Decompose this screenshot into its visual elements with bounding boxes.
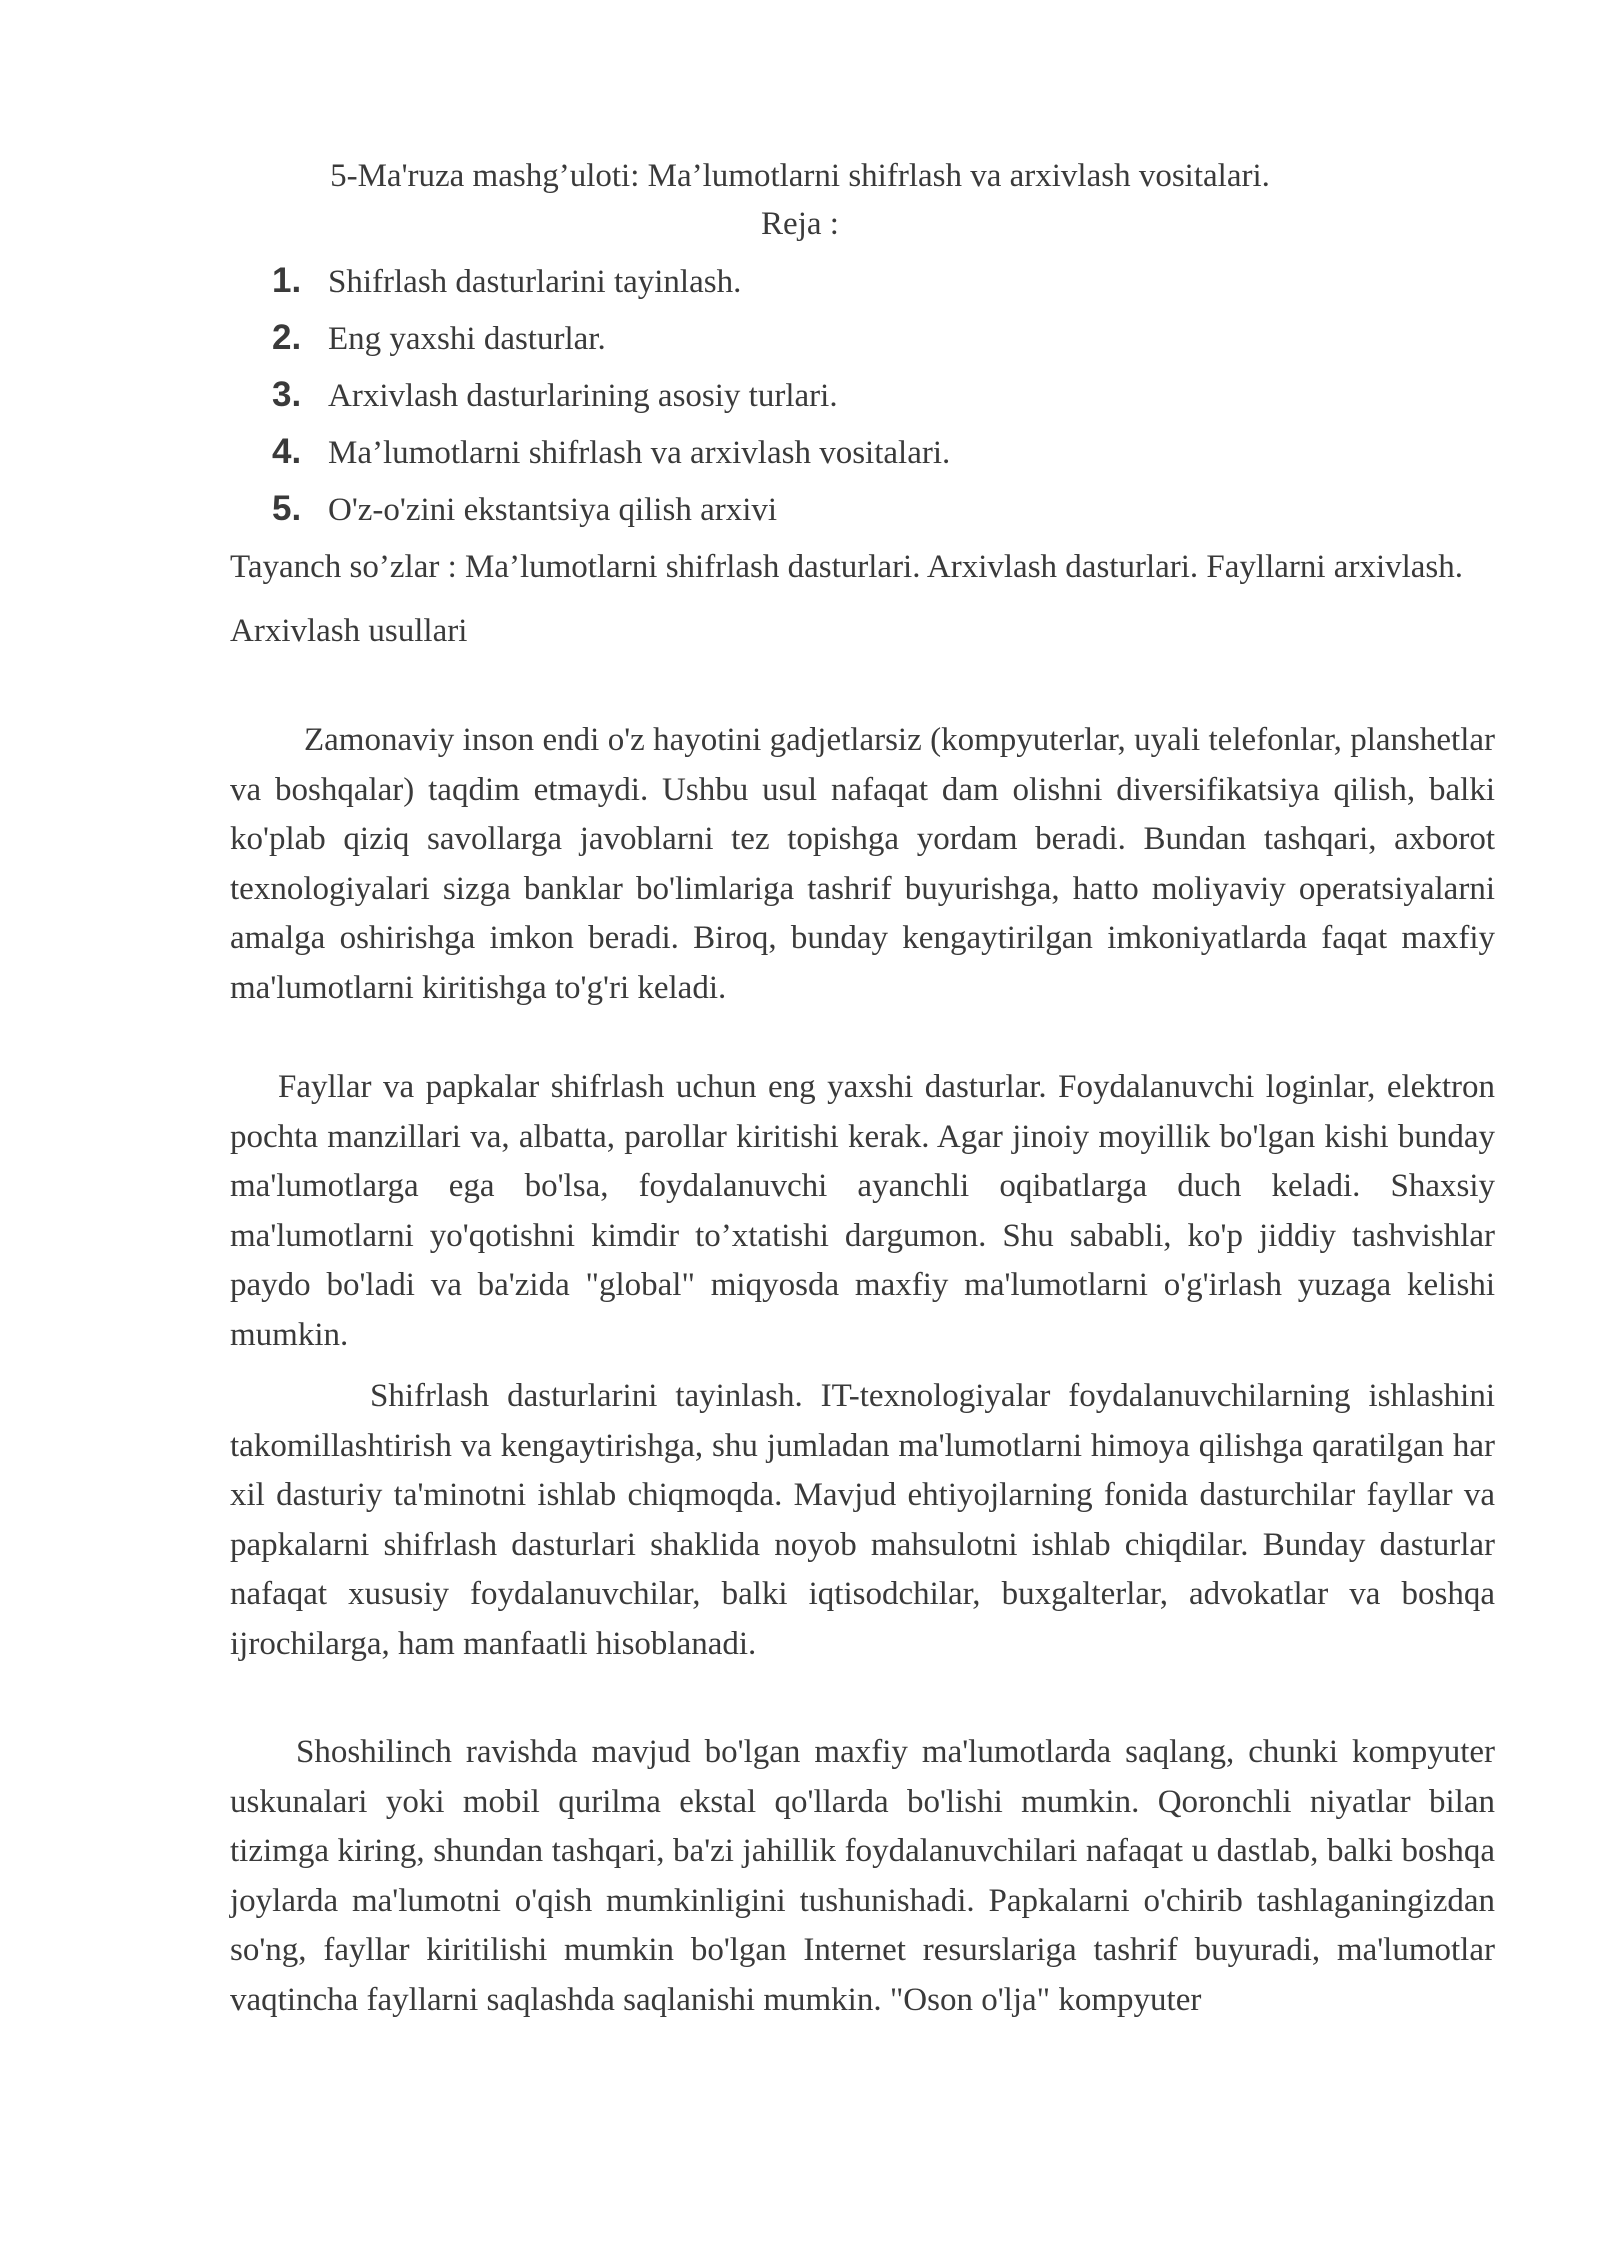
plan-item-text: Eng yaxshi dasturlar. (328, 321, 606, 357)
plan-item-number: 2. (272, 318, 302, 357)
plan-item-text: Shifrlash dasturlarini tayinlash. (328, 264, 742, 300)
plan-list (272, 252, 950, 537)
plan-item-number: 3. (272, 375, 302, 414)
plan-item-number: 4. (272, 432, 302, 471)
plan-item (272, 480, 950, 537)
paragraph: Zamonaviy inson endi o'z hayotini gadjetlarsiz (kompyuterlar, uyali telefonlar, planshetlar va boshqalar) taqdim etmaydi. Ushbu usul nafaqat dam olishni diversifikatsiya qilish, balki ko'plab qiziq savollarga javoblarni tez topishga yordam beradi. Bundan tashqari, axborot texnologiyalari sizga banklar bo'limlariga tashrif buyurishga, hatto moliyaviy operatsiyalarni amalga oshirishga imkon beradi. Biroq, bunday kengaytirilgan imkoniyatlarda faqat maxfiy ma'lumotlarni kiritishga to'g'ri keladi. (230, 722, 1495, 1006)
keywords: Tayanch so’zlar : Ma’lumotlarni shifrlash dasturlari. Arxivlash dasturlari. Fayllarni arxivlash. Arxivlash usullari (230, 549, 1464, 649)
plan-heading: Reja : (761, 206, 839, 242)
paragraph: Fayllar va papkalar shifrlash uchun eng yaxshi dasturlar. Foydalanuvchi loginlar, elektron pochta manzillari va, albatta, parollar kiritishi kerak. Agar jinoiy moyillik bo'lgan kishi bunday ma'lumotlarga ega bo'lsa, foydalanuvchi ayanchli oqibatlarga duch keladi. Shaxsiy ma'lumotlarni yo'qotishni kimdir to’xtatishi dargumon. Shu sababli, ko'p jiddiy tashvishlar paydo bo'ladi va ba'zida "global" miqyosda maxfiy ma'lumotlarni o'g'irlash yuzaga kelishi mumkin. (230, 1069, 1495, 1353)
paragraph: Shifrlash dasturlarini tayinlash. IT-texnologiyalar foydalanuvchilarning ishlashini takomillashtirish va kengaytirishga, shu jumladan ma'lumotlarni himoya qilishga qaratilgan har xil dasturiy ta'minotni ishlab chiqmoqda. Mavjud ehtiyojlarning fonida dasturchilar fayllar va papkalarni shifrlash dasturlari shaklida noyob mahsulotni ishlab chiqdilar. Bunday dasturlar nafaqat xususiy foydalanuvchilar, balki iqtisodchilar, buxgalterlar, advokatlar va boshqa ijrochilarga, ham manfaatli hisoblanadi. (230, 1378, 1495, 1662)
plan-item-text: Ma’lumotlarni shifrlash va arxivlash vositalari. (328, 435, 951, 471)
document-title (0, 152, 1600, 248)
paragraph: Shoshilinch ravishda mavjud bo'lgan maxfiy ma'lumotlarda saqlang, chunki kompyuter uskunalari yoki mobil qurilma ekstal qo'llarda bo'lishi mumkin. Qoronchli niyatlar bilan tizimga kiring, shundan tashqari, ba'zi jahillik foydalanuvchilari nafaqat u dastlab, balki boshqa joylarda ma'lumotni o'qish mumkinligini tushunishadi. Papkalarni o'chirib tashlaganingizdan so'ng, fayllar kiritilishi mumkin bo'lgan Internet resurslariga tashrif buyuradi, ma'lumotlar vaqtincha fayllarni saqlashda saqlanishi mumkin. "Oson o'lja" kompyuter (230, 1734, 1495, 2018)
plan-item (272, 423, 950, 480)
plan-item-number: 1. (272, 261, 302, 300)
plan-item (272, 252, 950, 309)
plan-item-number: 5. (272, 489, 302, 528)
plan-item-text: O'z-o'zini ekstantsiya qilish arxivi (328, 492, 778, 528)
plan-item-text: Arxivlash dasturlarining asosiy turlari. (328, 378, 838, 414)
plan-item (272, 366, 950, 423)
lecture-title: 5-Ma'ruza mashg’uloti: Ma’lumotlarni shifrlash va arxivlash vositalari. (330, 158, 1270, 194)
plan-item (272, 309, 950, 366)
